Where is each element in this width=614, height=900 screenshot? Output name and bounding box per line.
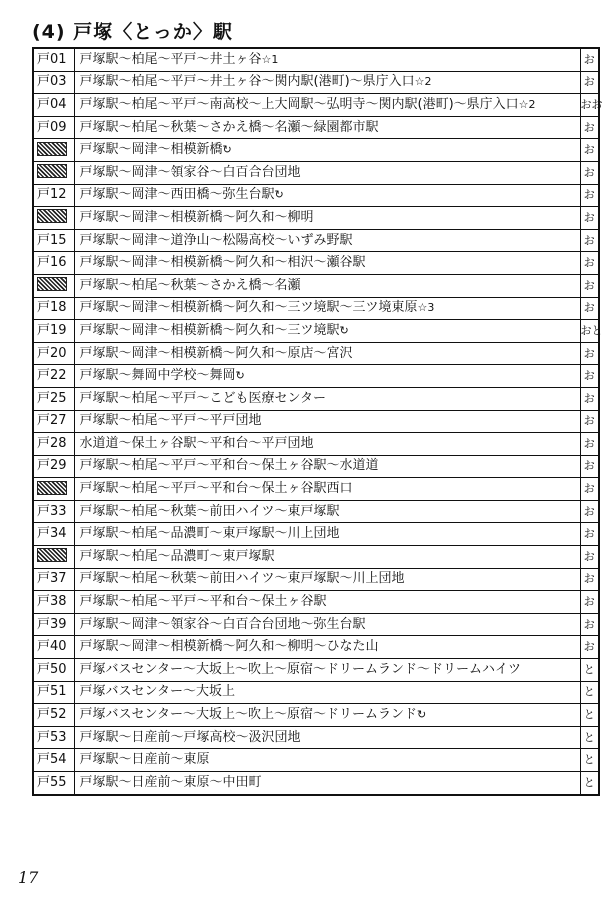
- route-code-text: 戸19: [37, 322, 67, 338]
- route-code: [33, 568, 74, 591]
- route-text: 戸塚駅～柏尾～平戸～平和台～保土ヶ谷駅西口: [79, 481, 353, 497]
- route-code: [33, 523, 74, 546]
- route-code: [33, 365, 74, 388]
- operator-code: お: [583, 165, 595, 179]
- route-description: [74, 229, 580, 252]
- route-description: [74, 48, 580, 71]
- operator-code: お: [583, 617, 595, 631]
- route-description: [74, 523, 580, 546]
- obscured-code-mark: [37, 142, 67, 156]
- operator-cell: [580, 772, 599, 795]
- table-row: [33, 726, 599, 749]
- table-row: [33, 342, 599, 365]
- table-row: [33, 546, 599, 569]
- table-row: [33, 365, 599, 388]
- route-code-text: 戸20: [37, 345, 67, 361]
- route-text: 水道道～保土ヶ谷駅～平和台～平戸団地: [79, 435, 314, 451]
- operator-code: お: [583, 143, 595, 157]
- route-code: [33, 546, 74, 569]
- route-code-text: 戸29: [37, 458, 67, 474]
- route-code-text: 戸25: [37, 390, 67, 406]
- table-row: [33, 455, 599, 478]
- route-code-text: 戸22: [37, 368, 67, 384]
- route-text: 戸塚駅～岡津～相模新橋～阿久和～相沢～瀬谷駅: [79, 255, 366, 271]
- table-row: [33, 139, 599, 162]
- route-text: 戸塚駅～柏尾～秋葉～前田ハイツ～東戸塚駅: [79, 503, 340, 519]
- operator-cell: [580, 184, 599, 207]
- table-row: [33, 568, 599, 591]
- operator-code: と: [583, 753, 595, 767]
- operator-cell: [580, 726, 599, 749]
- operator-code: お: [583, 414, 595, 428]
- route-text: 戸塚駅～柏尾～平戸～井土ヶ谷: [79, 51, 262, 67]
- page-number: 17: [18, 868, 39, 887]
- route-description: [74, 659, 580, 682]
- operator-cell: [580, 274, 599, 297]
- operator-code: お: [583, 391, 595, 405]
- route-text: 戸塚駅～岡津～領家谷～白百合台団地～弥生台駅: [79, 616, 366, 632]
- operator-cell: [580, 433, 599, 456]
- route-text: 戸塚駅～柏尾～品濃町～東戸塚駅: [79, 548, 275, 564]
- route-text: 戸塚駅～柏尾～平戸～井土ヶ谷～関内駅(港町)～県庁入口: [79, 74, 415, 90]
- route-code-text: 戸04: [37, 96, 67, 112]
- route-code: [33, 681, 74, 704]
- table-row: [33, 161, 599, 184]
- operator-cell: [580, 207, 599, 230]
- operator-code: お: [583, 549, 595, 563]
- route-text: 戸塚駅～柏尾～平戸～平和台～保土ヶ谷駅～水道道: [79, 458, 379, 474]
- operator-cell: [580, 613, 599, 636]
- route-description: [74, 71, 580, 94]
- operator-cell: [580, 365, 599, 388]
- operator-cell: [580, 410, 599, 433]
- route-code-text: 戸53: [37, 729, 67, 745]
- table-row: [33, 681, 599, 704]
- route-description: [74, 252, 580, 275]
- route-text: 戸塚駅～柏尾～平戸～こども医療センター: [79, 390, 326, 406]
- route-description: [74, 455, 580, 478]
- table-row: [33, 410, 599, 433]
- route-description: [74, 568, 580, 591]
- table-row: [33, 591, 599, 614]
- route-text: 戸塚バスセンター～大坂上～吹上～原宿～ドリームランド: [79, 707, 417, 723]
- route-code-text: 戸33: [37, 503, 67, 519]
- route-code: [33, 659, 74, 682]
- route-text: 戸塚駅～柏尾～平戸～南高校～上大岡駅～弘明寺～関内駅(港町)～県庁入口: [79, 96, 519, 112]
- operator-cell: [580, 500, 599, 523]
- route-description: [74, 433, 580, 456]
- route-description: [74, 207, 580, 230]
- operator-code: お: [583, 369, 595, 383]
- operator-code: お: [583, 188, 595, 202]
- route-code: [33, 726, 74, 749]
- route-code: [33, 410, 74, 433]
- route-code: [33, 252, 74, 275]
- operator-cell: [580, 659, 599, 682]
- route-code: [33, 749, 74, 772]
- route-code-text: 戸50: [37, 661, 67, 677]
- obscured-code-mark: [37, 164, 67, 178]
- operator-code: お: [583, 572, 595, 586]
- route-note-mark: ☆2: [414, 75, 432, 89]
- route-note-mark: ↻: [339, 323, 349, 337]
- operator-code: お: [583, 504, 595, 518]
- route-code-text: 戸51: [37, 684, 67, 700]
- operator-code: と: [583, 730, 595, 744]
- route-code: [33, 636, 74, 659]
- route-description: [74, 161, 580, 184]
- route-code-text: 戸54: [37, 752, 67, 768]
- route-text: 戸塚バスセンター～大坂上～吹上～原宿～ドリームランド～ドリームハイツ: [79, 661, 521, 677]
- operator-cell: [580, 387, 599, 410]
- route-note-mark: ↻: [274, 188, 284, 202]
- route-description: [74, 478, 580, 501]
- table-row: [33, 274, 599, 297]
- route-code: [33, 71, 74, 94]
- route-text: 戸塚駅～柏尾～品濃町～東戸塚駅～川上団地: [79, 526, 340, 542]
- route-text: 戸塚駅～岡津～相模新橋～阿久和～柳明: [79, 209, 314, 225]
- route-code: [33, 274, 74, 297]
- route-code: [33, 184, 74, 207]
- route-description: [74, 365, 580, 388]
- obscured-code-mark: [37, 209, 67, 223]
- route-note-mark: ↻: [416, 708, 427, 722]
- operator-cell: [580, 320, 603, 343]
- route-text: 戸塚駅～岡津～西田橋～弥生台駅: [79, 187, 275, 203]
- operator-code: お: [583, 482, 595, 496]
- route-code: [33, 161, 74, 184]
- route-description: [74, 184, 580, 207]
- route-description: [74, 116, 580, 139]
- route-description: [74, 139, 580, 162]
- obscured-code-mark: [37, 277, 67, 291]
- table-row: [33, 659, 599, 682]
- route-description: [74, 726, 580, 749]
- route-table-body: [33, 48, 603, 795]
- route-description: [74, 297, 580, 320]
- route-code-text: 戸12: [37, 187, 67, 203]
- operator-code: と: [583, 662, 595, 676]
- route-description: [74, 387, 580, 410]
- route-text: 戸塚駅～岡津～道浄山～松陽高校～いずみ野駅: [79, 232, 353, 248]
- route-code-text: 戸52: [37, 707, 67, 723]
- route-text: 戸塚駅～日産前～東原～中田町: [79, 774, 262, 790]
- route-text: 戸塚駅～岡津～相模新橋: [79, 142, 223, 158]
- table-row: [33, 229, 599, 252]
- operator-code: お: [583, 278, 595, 292]
- table-row: [33, 523, 599, 546]
- operator-cell: [580, 636, 599, 659]
- operator-cell: [580, 139, 599, 162]
- operator-code: お: [583, 346, 595, 360]
- operator-cell: [580, 229, 599, 252]
- table-row: [33, 613, 599, 636]
- table-row: [33, 48, 599, 71]
- route-description: [74, 591, 580, 614]
- operator-cell: [580, 48, 599, 71]
- table-row: [33, 772, 599, 795]
- route-table: [32, 47, 603, 796]
- route-code: [33, 297, 74, 320]
- route-code-text: 戸15: [37, 232, 67, 248]
- obscured-code-mark: [37, 481, 67, 495]
- table-row: [33, 297, 599, 320]
- route-note-mark: ↻: [235, 369, 245, 383]
- operator-code: お: [583, 256, 595, 270]
- operator-cell: [580, 342, 599, 365]
- route-code-text: 戸27: [37, 413, 67, 429]
- route-text: 戸塚駅～柏尾～秋葉～さかえ橋～名瀬: [79, 277, 301, 293]
- route-note-mark: ↻: [222, 143, 232, 157]
- route-description: [74, 410, 580, 433]
- route-code-text: 戸03: [37, 74, 67, 90]
- operator-code: おお: [580, 97, 603, 111]
- table-row: [33, 478, 599, 501]
- operator-cell: [580, 297, 599, 320]
- route-code-text: 戸18: [37, 300, 67, 316]
- route-description: [74, 772, 580, 795]
- operator-code: お: [583, 527, 595, 541]
- operator-cell: [580, 546, 599, 569]
- route-text: 戸塚駅～岡津～相模新橋～阿久和～柳明～ひなた山: [79, 639, 379, 655]
- operator-cell: [580, 116, 599, 139]
- table-row: [33, 636, 599, 659]
- table-row: [33, 749, 599, 772]
- route-description: [74, 320, 580, 343]
- route-text: 戸塚駅～日産前～東原: [79, 752, 210, 768]
- operator-code: お: [583, 120, 595, 134]
- operator-cell: [580, 455, 599, 478]
- route-description: [74, 636, 580, 659]
- route-code: [33, 500, 74, 523]
- section-title: (4) 戸塚〈とっか〉駅: [32, 21, 233, 43]
- table-row: [33, 94, 599, 117]
- route-text: 戸塚駅～柏尾～平戸～平戸団地: [79, 413, 262, 429]
- route-code: [33, 478, 74, 501]
- table-row: [33, 71, 599, 94]
- route-code-text: 戸38: [37, 594, 67, 610]
- route-description: [74, 274, 580, 297]
- route-description: [74, 681, 580, 704]
- route-code-text: 戸37: [37, 571, 67, 587]
- route-code: [33, 116, 74, 139]
- operator-code: お: [583, 436, 595, 450]
- route-text: 戸塚駅～岡津～相模新橋～阿久和～三ツ境駅～三ツ境東原: [79, 300, 418, 316]
- operator-code: お: [583, 640, 595, 654]
- route-code-text: 戸40: [37, 639, 67, 655]
- route-code-text: 戸55: [37, 774, 67, 790]
- route-code-text: 戸34: [37, 526, 67, 542]
- table-row: [33, 387, 599, 410]
- route-code: [33, 591, 74, 614]
- operator-code: おと: [580, 323, 603, 337]
- operator-cell: [580, 94, 603, 117]
- obscured-code-mark: [37, 548, 67, 562]
- route-code-text: 戸16: [37, 255, 67, 271]
- route-code: [33, 207, 74, 230]
- route-code-text: 戸01: [37, 51, 67, 67]
- route-code: [33, 613, 74, 636]
- route-text: 戸塚駅～柏尾～平戸～平和台～保土ヶ谷駅: [79, 594, 327, 610]
- operator-cell: [580, 523, 599, 546]
- route-text: 戸塚駅～舞岡中学校～舞岡: [79, 368, 236, 384]
- operator-code: と: [583, 775, 595, 789]
- route-description: [74, 546, 580, 569]
- route-description: [74, 704, 580, 727]
- operator-cell: [580, 478, 599, 501]
- operator-cell: [580, 704, 599, 727]
- table-row: [33, 500, 599, 523]
- operator-cell: [580, 252, 599, 275]
- table-row: [33, 433, 599, 456]
- route-description: [74, 613, 580, 636]
- operator-code: お: [583, 210, 595, 224]
- route-text: 戸塚駅～岡津～相模新橋～阿久和～三ツ境駅: [79, 322, 340, 338]
- route-note-mark: ☆2: [518, 97, 536, 111]
- route-description: [74, 500, 580, 523]
- route-code: [33, 94, 74, 117]
- route-note-mark: ☆3: [417, 301, 435, 315]
- route-description: [74, 749, 580, 772]
- route-text: 戸塚駅～柏尾～秋葉～さかえ橋～名瀬～緑園都市駅: [79, 119, 379, 135]
- operator-cell: [580, 71, 599, 94]
- operator-cell: [580, 568, 599, 591]
- route-code: [33, 139, 74, 162]
- operator-code: お: [583, 75, 595, 89]
- route-code: [33, 772, 74, 795]
- table-row: [33, 252, 599, 275]
- table-row: [33, 207, 599, 230]
- operator-code: と: [583, 685, 595, 699]
- route-text: 戸塚駅～柏尾～秋葉～前田ハイツ～東戸塚駅～川上団地: [79, 571, 405, 587]
- operator-code: お: [583, 595, 595, 609]
- route-description: [74, 94, 580, 117]
- operator-cell: [580, 161, 599, 184]
- operator-cell: [580, 591, 599, 614]
- operator-code: お: [583, 301, 595, 315]
- operator-code: お: [583, 52, 595, 66]
- operator-cell: [580, 749, 599, 772]
- route-code: [33, 229, 74, 252]
- route-text: 戸塚駅～日産前～戸塚高校～汲沢団地: [79, 729, 301, 745]
- route-text: 戸塚駅～岡津～領家谷～白百合台団地: [79, 164, 301, 180]
- table-row: [33, 704, 599, 727]
- route-code-text: 戸39: [37, 616, 67, 632]
- route-note-mark: ☆1: [261, 52, 279, 66]
- route-text: 戸塚駅～岡津～相模新橋～阿久和～原店～宮沢: [79, 345, 353, 361]
- route-description: [74, 342, 580, 365]
- route-code: [33, 704, 74, 727]
- route-text: 戸塚バスセンター～大坂上: [79, 684, 235, 700]
- table-row: [33, 320, 599, 343]
- route-code: [33, 387, 74, 410]
- operator-cell: [580, 681, 599, 704]
- table-row: [33, 184, 599, 207]
- route-code: [33, 455, 74, 478]
- operator-code: と: [583, 708, 595, 722]
- route-code: [33, 320, 74, 343]
- route-code: [33, 342, 74, 365]
- table-row: [33, 116, 599, 139]
- operator-code: お: [583, 459, 595, 473]
- operator-code: お: [583, 233, 595, 247]
- route-code: [33, 433, 74, 456]
- route-code: [33, 48, 74, 71]
- route-code-text: 戸28: [37, 435, 67, 451]
- route-code-text: 戸09: [37, 119, 67, 135]
